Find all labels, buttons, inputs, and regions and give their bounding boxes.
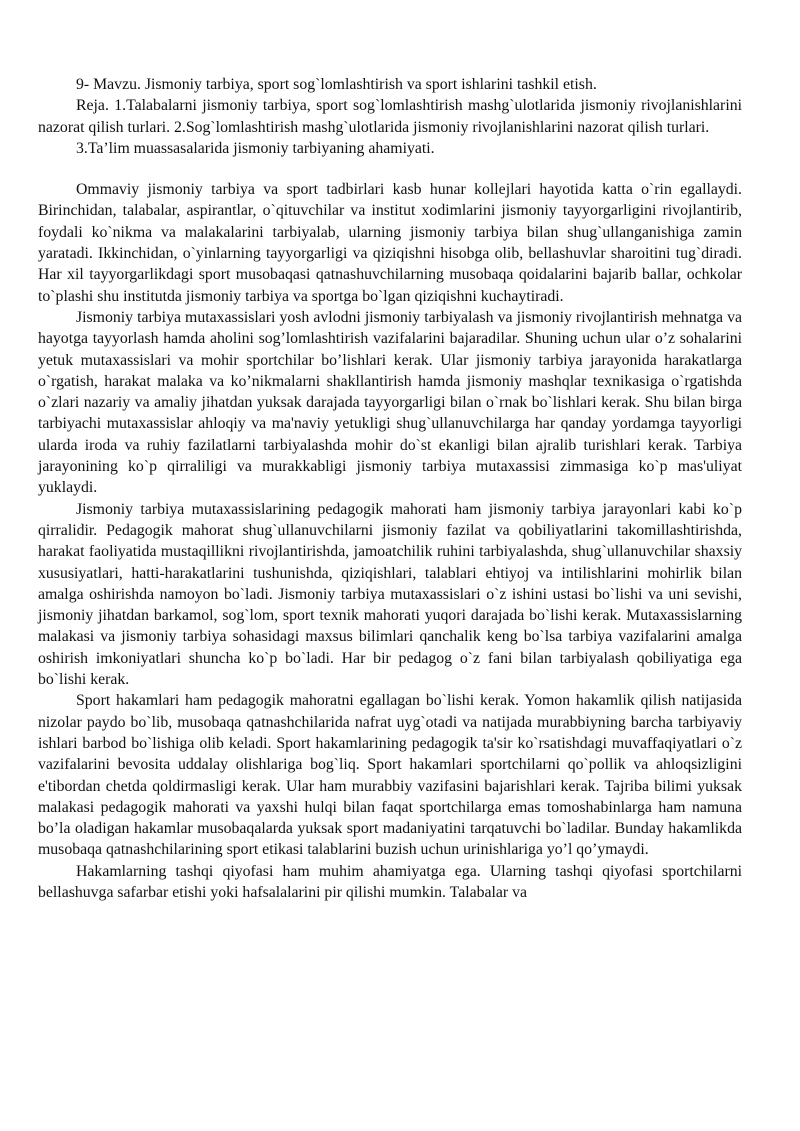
- body-paragraph-5: Hakamlarning tashqi qiyofasi ham muhim ahamiyatga ega. Ularning tashqi qiyofasi sportchilarni bellashuvga safarbar etishi yoki hafsalalarini pir qilishi mumkin. Talabalar va: [38, 862, 742, 901]
- plan-item-3: 3.Ta’lim muassasalarida jismoniy tarbiyaning ahamiyati.: [76, 139, 435, 157]
- body-paragraph-1: Ommaviy jismoniy tarbiya va sport tadbirlari kasb hunar kollejlari hayotida katta o`rin egallaydi. Birinchidan, talabalar, aspirantlar, o`qituvchilar va institut xodimlarini jismoniy tayyorgarligini rivojlantirib, foydali ko`nikma va malakalarini tarbiyalab, ularning jismoniy tarbiya bilan shug`ullanganishiga zamin yaratadi. Ikkinchidan, o`yinlarning tayyorgarligi va qiziqishni hisobga olib, bellashuvlar sharoitini tug`diradi. Har xil tayyorgarlikdagi sport musobaqasi qatnashuvchilarning musobaqa qoidalarini bajarib ballar, ochkolar to`plashi shu institutda jismoniy tarbiya va sportga bo`lgan qiziqishni kuchaytiradi.: [38, 181, 742, 305]
- body-paragraph-2: Jismoniy tarbiya mutaxassislari yosh avlodni jismoniy tarbiyalash va jismoniy rivojlantirish mehnatga va hayotga tayyorlash hamda aholini sog’lomlashtirish vazifalarini bajaradilar. Shuning uchun ular o’z sohalarini yetuk mutaxassislari va mohir sportchilar bo’lishlari kerak. Ular jismoniy tarbiya jarayonida harakatlarga o`rgatish, harakat malaka va ko’nikmalarni shakllantirish hamda jismoniy mashqlar texnikasiga o`rgatishda o`zlari nazariy va amaliy jihatdan yuksak darajada tayyorgarligi bilan o`rnak bo`lishlari kerak. Shu bilan birga tarbiyachi mutaxassislar ahloqiy va ma'naviy yetukligi shug`ullanuvchilarga har qanday yordamga tayyorligi ularda iroda va ruhiy fazilatlarni tarbiyalashda mohir do`st ekanligi bilan ajralib turishlari kerak. Tarbiya jarayonining ko`p qirraliligi va murakkabligi jismoniy tarbiya mutaxassisi zimmasiga ko`p mas'uliyat yuklaydi.: [38, 308, 742, 497]
- plan-paragraph: Reja. 1.Talabalarni jismoniy tarbiya, sport sog`lomlashtirish mashg`ulotlarida jismoniy rivojlanishlarini nazorat qilish turlari. 2.Sog`lomlashtirish mashg`ulotlarida jismoniy rivojlanishlarini nazorat qilish turlari.: [38, 97, 742, 136]
- section-gap: [38, 159, 742, 179]
- body-paragraph-4: Sport hakamlari ham pedagogik mahoratni egallagan bo`lishi kerak. Yomon hakamlik qilish natijasida nizolar paydo bo`lib, musobaqa qatnashchilarida nafrat uyg`otadi va natijada murabbiyning barcha tarbiyaviy ishlari barbod bo`lishiga olib keladi. Sport hakamlarining pedagogik ta'sir ko`rsatishdagi muvaffaqiyatlari o`z vazifalarini bevosita uddalay olishlariga bog`liq. Sport hakamlari sportchilarni qo`pollik va ahloqsizligini e'tibordan chetda qoldirmasligi kerak. Ular ham murabbiy vazifasini bajarishlari kerak. Tajriba bilimi yuksak malakasi pedagogik mahorati va yaxshi hulqi bilan faqat sportchilarga emas tomoshabinlarga ham namuna bo’la oladigan hakamlar musobaqalarda yuksak sport madaniyatini tarqatuvchi bo`ladilar. Bunday hakamlikda musobaqa qatnashchilarining sport etikasi talablarini buzish uchun urinishlariga yo’l qo’ymaydi.: [38, 692, 742, 859]
- document-page: [38, 74, 742, 903]
- body-paragraph-3: Jismoniy tarbiya mutaxassislarining pedagogik mahorati ham jismoniy tarbiya jarayonlari kabi ko`p qirralidir. Pedagogik mahorat shug`ullanuvchilarni jismoniy fazilat va qobiliyatlarini takomillashtirishda, harakat faoliyatida mustaqillikni rivojlantirishda, jamoatchilik ruhini tarbiyalashda, shug`ullanuvchilar shaxsiy xususiyatlari, hatti-harakatlarini tushunishda, qiziqishlari, talablari ehtiyoj va intilishlarini mohirlik bilan amalga oshirishda namoyon bo`ladi. Jismoniy tarbiya mutaxassislari o`z ishini ustasi bo`lishi va uni sevishi, jismoniy jihatdan barkamol, sog`lom, sport texnik mahorati yuqori darajada bo`lishi kerak. Mutaxassislarning malakasi va jismoniy tarbiya sohasidagi maxsus bilimlari qanchalik keng bo`lsa tarbiya vazifalarini amalga oshirish imkoniyatlari shuncha ko`p bo`ladi. Har bir pedagog o`z fani bilan tarbiyalash qobiliyatiga ega bo`lishi kerak.: [38, 500, 742, 689]
- topic-heading: 9- Mavzu. Jismoniy tarbiya, sport sog`lomlashtirish va sport ishlarini tashkil etish.: [76, 76, 597, 93]
